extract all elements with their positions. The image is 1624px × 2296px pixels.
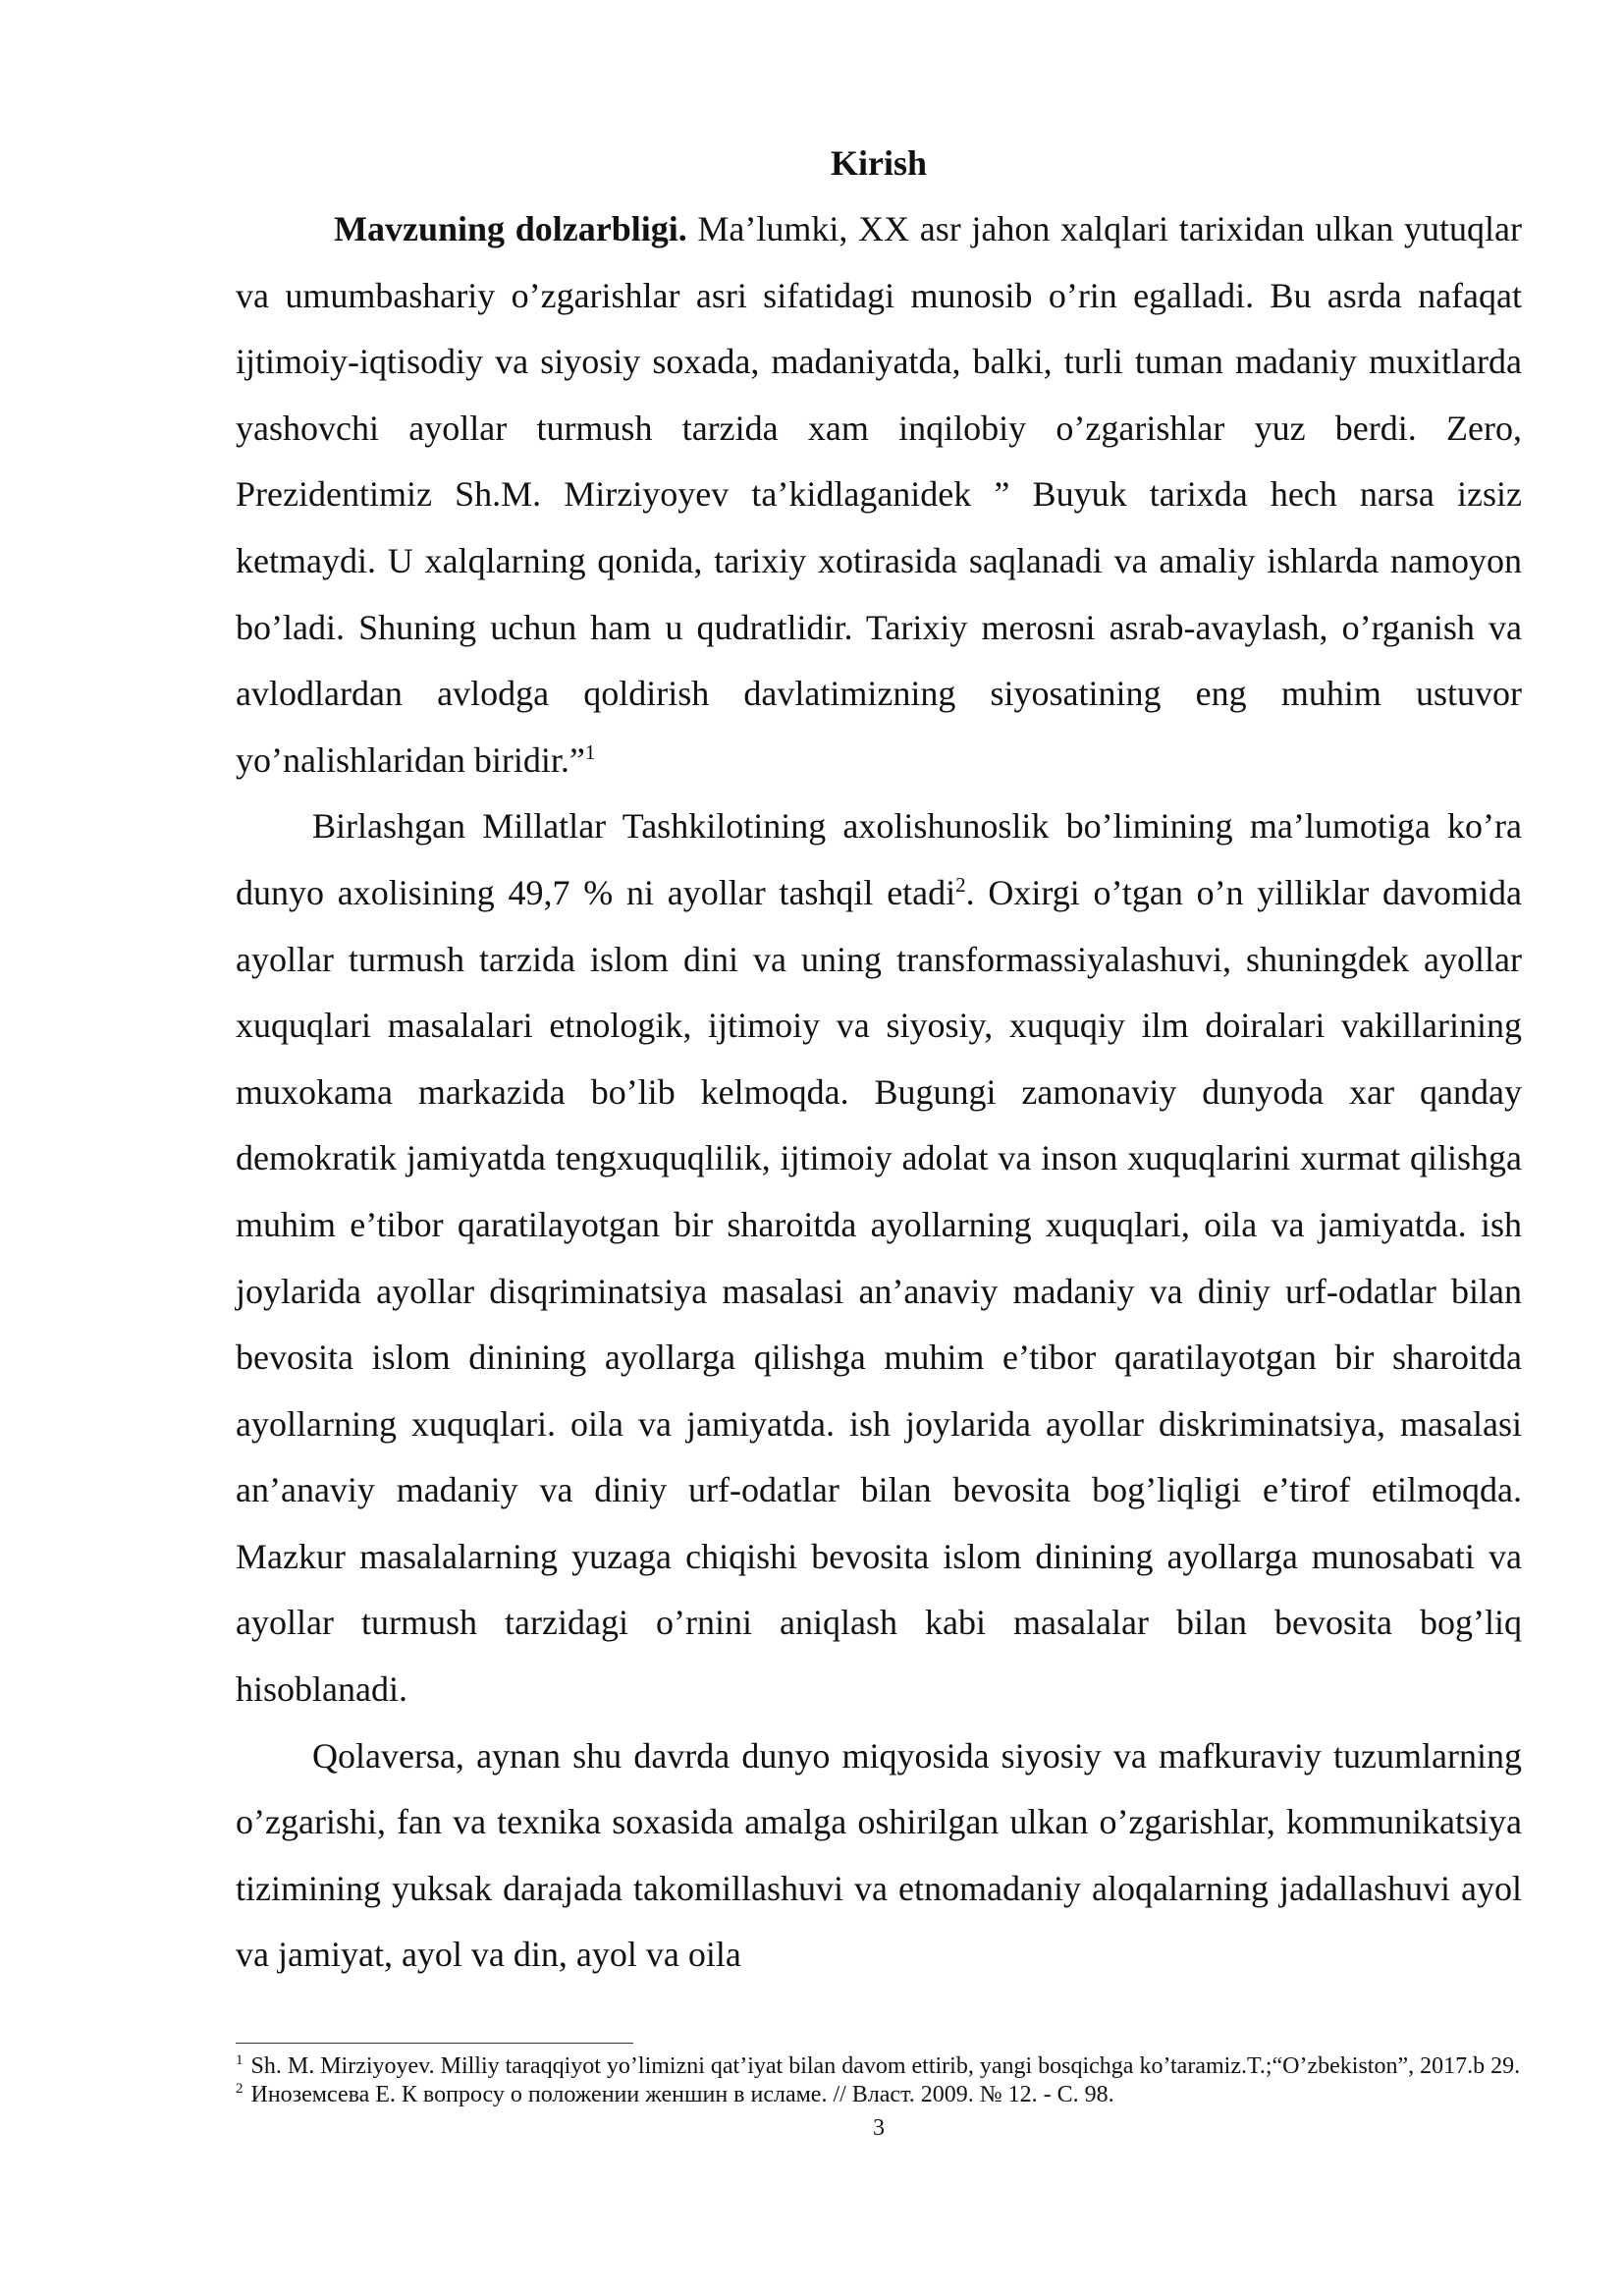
footnote-text: Иноземсева Е. К вопросу о положении женшин в исламе. // Власт. 2009. № 12. - С. 98.: [250, 2082, 1114, 2107]
footnote-item: [236, 2052, 1522, 2081]
page-body: [236, 130, 1522, 1989]
paragraph-text: Ma’lumki, XX asr jahon xalqlari tarixidan ulkan yutuqlar va umumbashariy o’zgarishlar asri sifatidagi munosib o’rin egalladi. Bu asrda nafaqat ijtimoiy-iqtisodiy va siyosiy soxada, madaniyatda, balki, turli tuman madaniy muxitlarda yashovchi ayollar turmush tarzida xam inqilobiy o’zgarishlar yuz berdi. Zero, Prezidentimiz Sh.M. Mirziyoyev ta’kidlaganidek ” Buyuk tarixda hech narsa izsiz ketmaydi. U xalqlarning qonida, tarixiy xotirasida saqlanadi va amaliy ishlarda namoyon bo’ladi. Shuning uchun ham u qudratlidir. Tarixiy merosni asrab-avaylash, o’rganish va avlodlardan avlodga qoldirish davlatimizning siyosatining eng muhim ustuvor yo’nalishlaridan biridir.”: [236, 209, 1522, 780]
footnote-mark: 1: [236, 2052, 244, 2068]
footnote-text: Sh. M. Mirziyoyev. Milliy taraqqiyot yo’limizni qat’iyat bilan davom ettirib, yangi bosqichga ko’taramiz.T.;“O’zbekiston”, 2017.b 29.: [250, 2053, 1521, 2079]
footnotes: [236, 2052, 1522, 2109]
footnote-mark: 2: [236, 2081, 244, 2097]
paragraph-text: . Oxirgi o’tgan o’n yilliklar davomida ayollar turmush tarzida islom dini va uning transformassiyalashuvi, shuningdek ayollar xuquqlari masalalari etnologik, ijtimoiy va siyosiy, xuquqiy ilm doiralari vakillarining muxokama markazida bo’lib kelmoqda. Bugungi zamonaviy dunyoda xar qanday demokratik jamiyatda tengxuquqlilik, ijtimoiy adolat va inson xuquqlarini xurmat qilishga muhim e’tibor qaratilayotgan bir sharoitda ayollarning xuquqlari, oila va jamiyatda. ish joylarida ayollar disqriminatsiya masalasi an’anaviy madaniy va diniy urf-odatlar bilan bevosita islom dinining ayollarga qilishga muhim e’tibor qaratilayotgan bir sharoitda ayollarning xuquqlari. oila va jamiyatda. ish joylarida ayollar diskriminatsiya, masalasi an’anaviy madaniy va diniy urf-odatlar bilan bevosita bog’liqligi e’tirof etilmoqda. Mazkur masalalarning yuzaga chiqishi bevosita islom dinining ayollarga munosabati va ayollar turmush tarzidagi o’rnini aniqlash kabi masalalar bilan bevosita bog’liq hisoblanadi.: [236, 872, 1522, 1710]
paragraph-relevance: [236, 196, 1522, 793]
paragraph-population: [236, 793, 1522, 1722]
paragraph-changes: [236, 1723, 1522, 1989]
page-number: 3: [873, 2115, 885, 2141]
footnote-item: [236, 2081, 1522, 2109]
paragraph-text: Qolaversa, aynan shu davrda dunyo miqyosida siyosiy va mafkuraviy tuzumlarning o’zgarishi, fan va texnika soxasida amalga oshirilgan ulkan o’zgarishlar, kommunikatsiya tizimining yuksak darajada takomillashuvi va etnomadaniy aloqalarning jadallashuvi ayol va jamiyat, ayol va din, ayol va oila: [236, 1735, 1522, 1975]
footnote-reference[interactable]: 2: [955, 872, 966, 897]
footnote-reference[interactable]: 1: [584, 739, 596, 764]
paragraph-text: Birlashgan Millatlar Tashkilotining axolishunoslik bo’limining ma’lumotiga ko’ra dunyo axolisining 49,7 % ni ayollar tashqil etadi: [236, 806, 1522, 912]
page-heading: Kirish: [830, 143, 927, 183]
paragraph-lead: Mavzuning dolzarbligi.: [334, 209, 687, 248]
footnote-separator: [236, 2043, 633, 2044]
